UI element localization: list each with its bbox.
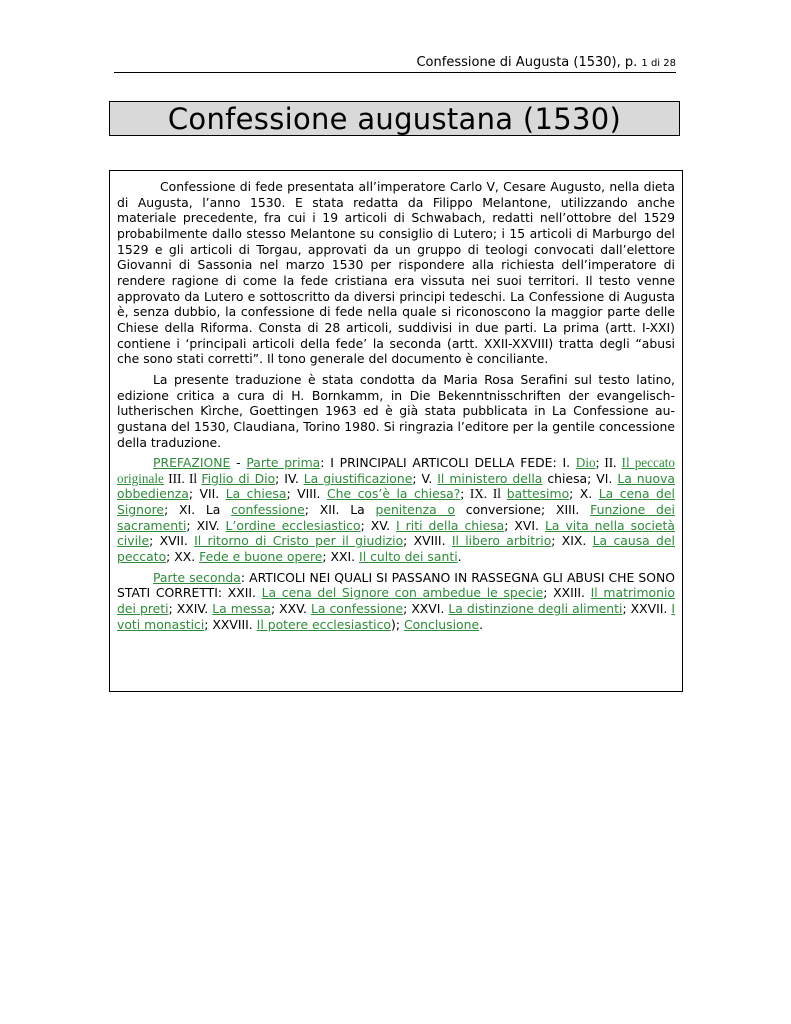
link-art-24[interactable]: La messa [212, 601, 271, 617]
link-art-2[interactable]: Il peccato originale [117, 455, 675, 486]
toc-part-one [117, 455, 675, 565]
link-art-1[interactable]: Dio [575, 455, 596, 471]
toc-text: ; XXVI. [403, 601, 449, 617]
link-art-6[interactable]: La nuova obbedienza [117, 470, 675, 502]
toc-text: ); [390, 616, 404, 632]
toc-text: ; XXI. [322, 549, 360, 565]
toc-text: ; XIV. [186, 517, 226, 533]
link-parte-prima[interactable]: Parte prima [246, 455, 321, 471]
toc-text: ; XI. La [164, 502, 232, 518]
toc-text: . [479, 616, 484, 632]
toc-text: - [230, 455, 247, 471]
toc-text: ; XXV. [270, 601, 311, 617]
link-art-25[interactable]: La confessione [310, 601, 404, 617]
toc-text: ; V. [412, 470, 438, 486]
link-conclusione[interactable]: Conclusione [403, 616, 480, 632]
toc-text: ; XIX. [551, 533, 593, 549]
page-counter: 1 di 28 [641, 58, 676, 69]
link-art-22[interactable]: La cena del Signore con ambedue le specie [261, 585, 544, 601]
link-art-12[interactable]: penitenza o [375, 502, 456, 518]
toc-text: ; XVI. [504, 517, 545, 533]
toc-text: : ARTICOLI NEI QUALI SI PASSANO IN RASSEGNA GLI ABUSI CHE SONO STATI CORRETTI: XXII. [117, 569, 675, 601]
toc-text: ; XVIII. [403, 533, 452, 549]
toc-text: III. Il [163, 470, 202, 486]
toc-text: ; VII. [188, 486, 226, 502]
link-art-26[interactable]: La distinzione degli alimenti [448, 601, 623, 617]
link-parte-seconda[interactable]: Parte seconda [153, 569, 241, 585]
toc-text: ; II. [595, 455, 622, 471]
intro-paragraph-1: Confessione di fede presentata all’imperatore Carlo V, Cesare Augusto, nella dieta di Augusta, l’anno 1530. E stata redatta da Filippo Melantone, utilizzando anche materiale precedente, fra cui i 19 articoli di Schwabach, redatti nell’ottobre del 1529 probabilmente dallo stesso Melantone su consiglio di Lutero; i 15 articoli di Marburgo del 1529 e gli articoli di Torgau, approvati da un gruppo di teologi convocati dall’elettore Giovanni di Sassonia nel marzo 1530 per rispondere alla richiesta dell’imperatore di rendere ragione di come la fede cristiana era vissuta nei suoi territori. Il testo venne approvato da Lutero e sottoscritto da diversi principi tedeschi. La Confessione di Augusta è, senza dubbio, la confessione di fede nella quale si riconoscono la maggior parte delle Chiese della Riforma. Consta di 28 articoli, suddivisi in due parti. La prima (artt. I-XXI) contiene i ‘principaIi articoli della fede’ la seconda (artt. XXII-XXVIII) tratta degli “abusi che sono stati corretti”. Il tono generale del documento è conciliante. [117, 179, 675, 367]
link-art-18[interactable]: Il libero arbitrio [451, 533, 552, 549]
toc-part-two [117, 570, 675, 633]
link-art-14[interactable]: L’ordine ecclesiastico [225, 517, 361, 533]
toc-text: ; XXIII. [543, 585, 591, 601]
toc-text: : I PRINCIPALI ARTICOLI DELLA FEDE: I. [320, 455, 576, 471]
toc-text: ; VIII. [286, 486, 327, 502]
link-art-27[interactable]: I voti monastici [117, 601, 676, 632]
toc-text: ; XV. [360, 517, 397, 533]
intro-paragraph-2: La presente traduzione è stata condotta da Maria Rosa Serafini sul testo latino, edizione critica a cura di H. Bornkamm, in Die Bekenntnisschriften der evangelisch-lutherischen Kìrche, Goettingen 1963 ed è già stata pubblicata in La Confessione augustana del 1530, Claudiana, Torino 1980. Si ringrazia l’editore per la gentile concessione della traduzione. [117, 371, 675, 450]
link-art-16[interactable]: La vita nella società civile [117, 517, 675, 549]
link-art-7[interactable]: La chiesa [225, 486, 287, 502]
link-art-9[interactable]: battesimo [506, 486, 570, 502]
link-art-19[interactable]: La causa del peccato [117, 533, 675, 565]
link-art-13[interactable]: Funzione dei sacramenti [117, 502, 675, 533]
link-art-23[interactable]: Il matrimonio dei preti [117, 585, 676, 617]
toc-text: ; XXVIII. [204, 616, 257, 632]
link-art-5[interactable]: Il ministero della [437, 470, 543, 486]
toc-text: . [457, 549, 462, 565]
running-header [114, 55, 676, 73]
toc-text: ; XVII. [149, 533, 195, 549]
toc-text: ; XII. La [304, 502, 376, 518]
toc-text: ; X. [569, 486, 599, 502]
link-art-3[interactable]: Figlio di Dio [201, 470, 276, 486]
link-art-4[interactable]: La giustificazione [303, 470, 413, 486]
link-art-20[interactable]: Fede e buone opere [199, 549, 323, 565]
toc-text: ; XX. [166, 549, 200, 565]
running-title: Confessione di Augusta (1530), p. [416, 55, 638, 70]
link-prefazione[interactable]: PREFAZIONE [153, 455, 231, 471]
link-art-28[interactable]: Il potere ecclesiastico [256, 616, 391, 632]
toc-text: ; XXIV. [168, 601, 213, 617]
toc-text: ; IX. Il [460, 486, 507, 502]
link-art-21[interactable]: Il culto dei santi [359, 549, 458, 565]
link-art-10[interactable]: La cena del Signore [117, 486, 675, 518]
toc-text: ; XXVII. [622, 601, 672, 617]
content-box [109, 170, 683, 692]
toc-text: chiesa; VI. [542, 470, 618, 486]
document-title: Confessione augustana (1530) [109, 101, 680, 136]
link-art-15[interactable]: I riti della chiesa [396, 517, 505, 533]
toc-text: ; IV. [275, 470, 304, 486]
link-art-11[interactable]: confessione [231, 502, 305, 518]
toc-text: conversione; XIII. [455, 502, 591, 518]
link-art-8[interactable]: Che cos’è la chiesa? [326, 486, 461, 502]
link-art-17[interactable]: Il ritorno di Cristo per il giudizio [194, 533, 404, 549]
